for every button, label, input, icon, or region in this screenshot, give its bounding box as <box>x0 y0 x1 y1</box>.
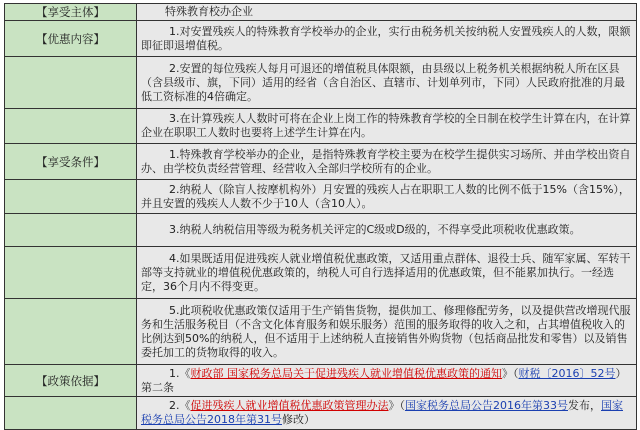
basis-paren: （ <box>399 399 405 412</box>
basis-paren: （ <box>513 366 519 380</box>
basis-paren: ） <box>615 366 627 380</box>
basis-num: 1. <box>169 366 180 380</box>
row-label-empty <box>5 247 137 299</box>
basis-mid: 发布， <box>568 399 601 412</box>
row-label-empty <box>5 180 137 214</box>
basis-bracket: 《 <box>179 366 191 380</box>
policy-link-measures[interactable]: 促进残疾人就业增值税优惠政策管理办法 <box>190 399 389 412</box>
row-label-empty <box>5 299 137 365</box>
basis-bracket: 《 <box>179 399 191 412</box>
row-label-empty <box>5 214 137 247</box>
policy-link-caishui[interactable]: 财税〔2016〕52号 <box>518 366 616 380</box>
basis-tail: 第二条 <box>141 380 174 394</box>
table-row <box>5 180 637 214</box>
row-text: 2.安置的每位残疾人每月可退还的增值税具体限额，由县级以上税务机关根据纳税人所在区县（含县级市、旗，下同）适用的经省（含自治区、直辖市、计划单列市，下同）人民政府批准的月最低工资标准的4倍确定。 <box>141 61 625 103</box>
row-label-benefit: 【优惠内容】 <box>5 21 137 57</box>
table-row <box>5 57 637 109</box>
row-label-basis: 【政策依据】 <box>5 365 137 397</box>
basis-bracket: 》 <box>388 399 400 412</box>
policy-table <box>4 3 637 430</box>
row-text: 4.如果既适用促进残疾人就业增值税优惠政策，又适用重点群体、退役士兵、随军家属、军转干部等支持就业的增值税优惠政策的，纳税人可自行选择适用的优惠政策，但不能累加执行。一经选定，36个月内不得变更。 <box>141 251 631 293</box>
row-text: 5.此项税收优惠政策仅适用于生产销售货物，提供加工、修理修配劳务，以及提供营改增现代服务和生活服务税目（不含文化体育服务和娱乐服务）范围的服务取得的收入之和，占其增值税收入的比例达到50%的纳税人，但不适用于上述纳税人直接销售外购货物（包括商品批发和零售）以及销售委托加工的货物取得的收入。 <box>141 303 631 359</box>
row-label-empty <box>5 109 137 144</box>
basis-num: 2. <box>169 399 180 412</box>
row-content-basis-1 <box>137 365 637 397</box>
table-row <box>5 365 637 397</box>
table-row <box>5 299 637 365</box>
row-content-condition-4 <box>137 247 637 299</box>
table-row <box>5 397 637 430</box>
table-row <box>5 109 637 144</box>
row-text: 3.在计算残疾人人数时可将在企业上岗工作的特殊教育学校的全日制在校学生计算在内，在计算企业在职职工人数时也要将上述学生计算在内。 <box>141 112 631 139</box>
row-content-benefit-2 <box>137 57 637 109</box>
row-content-benefit-1 <box>137 21 637 57</box>
table-row <box>5 247 637 299</box>
table-row <box>5 4 637 21</box>
policy-link-announcement-2016[interactable]: 国家税务总局公告2016年第33号 <box>405 399 568 412</box>
row-content-subject: 特殊教育校办企业 <box>137 4 637 21</box>
basis-tail: 修改） <box>282 413 315 426</box>
row-content-condition-3 <box>137 214 637 247</box>
row-text: 1.对安置残疾人的特殊教育学校举办的企业，实行由税务机关按纳税人安置残疾人的人数，限额即征即退增值税。 <box>141 24 631 52</box>
row-text: 2.纳税人（除盲人按摩机构外）月安置的残疾人占在职职工人数的比例不低于15%（含15%），并且安置的残疾人人数不少于10人（含10人）。 <box>141 182 630 210</box>
row-content-condition-2 <box>137 180 637 214</box>
row-label-conditions: 【享受条件】 <box>5 144 137 180</box>
row-content-basis-2 <box>137 397 637 430</box>
row-text: 3.纳税人纳税信用等级为税务机关评定的C级或D级的，不得享受此项税收优惠政策。 <box>169 223 581 236</box>
basis-bracket: 》 <box>502 366 513 380</box>
row-label-empty <box>5 397 137 430</box>
row-content-condition-1 <box>137 144 637 180</box>
row-content-benefit-3 <box>137 109 637 144</box>
table-row <box>5 214 637 247</box>
table-row <box>5 144 637 180</box>
row-text: 1.特殊教育学校举办的企业，是指特殊教育学校主要为在校学生提供实习场所、并由学校出资自办、由学校负责经营管理、经营收入全部归学校所有的企业。 <box>141 147 631 175</box>
row-content-condition-5 <box>137 299 637 365</box>
policy-link-announcement-2018[interactable]: 国家税务总局公告2018年第31号 <box>141 399 623 426</box>
row-label-empty <box>5 57 137 109</box>
table-row <box>5 21 637 57</box>
policy-link-notice[interactable]: 财政部 国家税务总局关于促进残疾人就业增值税优惠政策的通知 <box>190 366 502 380</box>
row-label-subject: 【享受主体】 <box>5 4 137 21</box>
